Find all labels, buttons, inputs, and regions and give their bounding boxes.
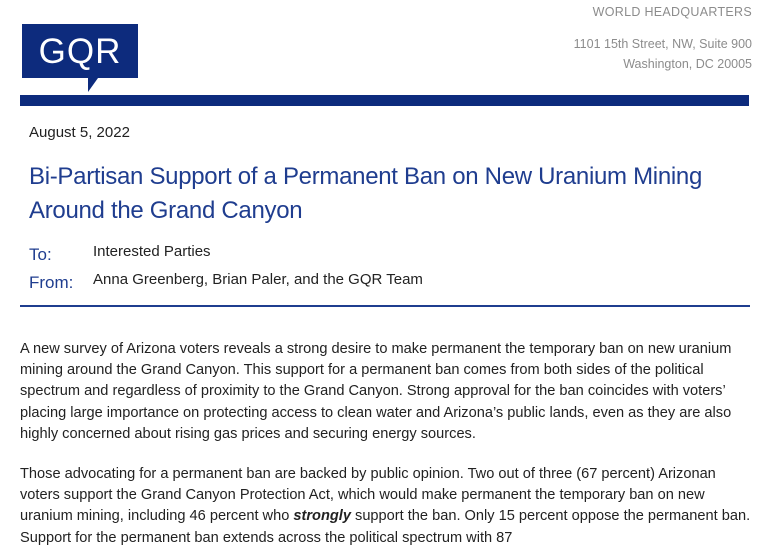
- memo-title: Bi-Partisan Support of a Permanent Ban on New Uranium Mining Around the Grand Canyon: [29, 163, 703, 224]
- memo-header-rule: [20, 305, 750, 307]
- hq-title: WORLD HEADQUARTERS: [592, 5, 752, 19]
- memo-date: August 5, 2022: [29, 124, 130, 141]
- from-value: Anna Greenberg, Brian Paler, and the GQR Team: [93, 271, 423, 288]
- body-paragraph-1: A new survey of Arizona voters reveals a strong desire to make permanent the temporary ban on new uranium mining around the Grand Canyon. This support for a permanent ban comes from both sides of the political spectrum and regardless of proximity to the Grand Canyon. Strong approval for the ban coincides with voters’ placing large importance on protecting access to clean water and Arizona’s public lands, even as they are also highly concerned about rising gas prices and securing energy sources.: [20, 341, 732, 442]
- svg-text:GQR: GQR: [38, 32, 122, 71]
- gqr-logo: [22, 24, 138, 94]
- header-divider-bar: [20, 95, 749, 106]
- paragraph2-text-end: support the ban. Only 15 percent oppose the permanent ban. Support for the permanent ban extends across the political spectrum with 87: [20, 508, 751, 546]
- paragraph2-emphasis: strongly: [293, 508, 351, 525]
- gqr-logo-mark: [22, 24, 138, 94]
- from-label: From:: [29, 273, 74, 292]
- hq-address-line1: 1101 15th Street, NW, Suite 900: [573, 37, 752, 51]
- paragraph2-text-start: Those advocating for a permanent ban are backed by public opinion. Two out of three (67 percent) Arizonan voters support the Grand Canyon Protection Act, which would make permanent the temporary ban on new uranium mining, including 46 percent who: [20, 466, 716, 525]
- body-paragraph-2: [20, 464, 755, 549]
- hq-address-line2: Washington, DC 20005: [623, 57, 752, 71]
- to-value: Interested Parties: [93, 243, 211, 260]
- to-label: To:: [29, 245, 52, 264]
